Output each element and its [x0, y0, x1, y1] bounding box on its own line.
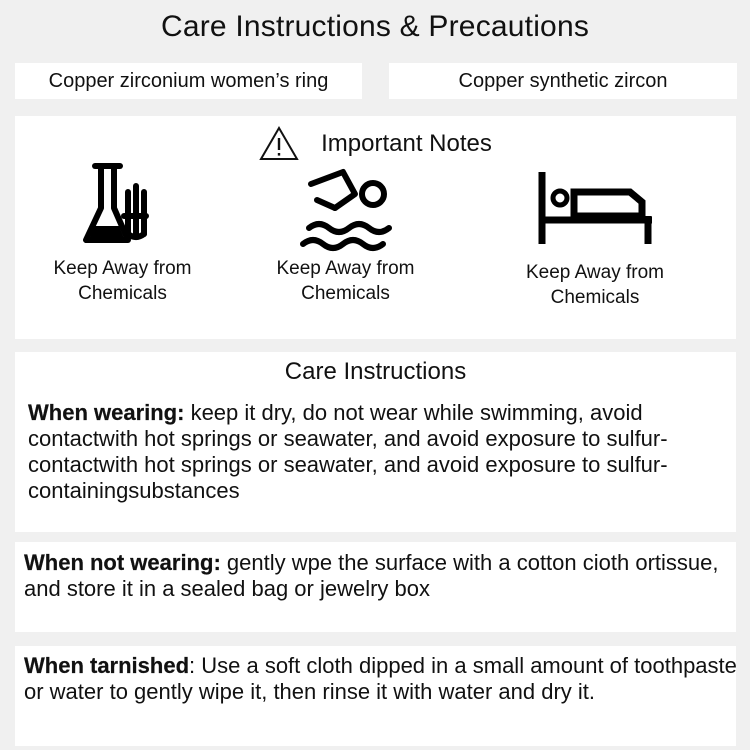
care-item-not-wearing-text: gently wpe the surface with a cotton cioth ortissue, and store it in a sealed bag or jewelry box: [24, 550, 719, 601]
note-item-chemicals: [35, 156, 210, 306]
product-label-right-text: Copper synthetic zircon: [458, 69, 668, 92]
product-label-left-text: Copper zirconium women’s ring: [48, 69, 329, 92]
note-item-swimming: [258, 156, 433, 306]
care-item-wearing-text: keep it dry, do not wear while swimming, avoid contactwith hot springs or seawater, and avoid exposure to sulfur-contactwith hot springs or seawater, and avoid exposure to sulfur-containingsubstances: [28, 400, 668, 503]
bed-icon: [530, 160, 660, 260]
note-item-swimming-line2: Chemicals: [301, 283, 390, 304]
important-notes-title: Important Notes: [321, 130, 492, 157]
note-item-bed: [495, 160, 695, 310]
important-notes-panel: [15, 116, 736, 339]
page-title: Care Instructions & Precautions: [160, 10, 590, 43]
note-item-chemicals-line2: Chemicals: [78, 283, 167, 304]
product-label-left: [15, 63, 362, 99]
product-label-right: [389, 63, 737, 99]
care-item-tarnished: [24, 653, 744, 705]
care-item-wearing: [28, 400, 728, 504]
care-item-wearing-lead: When wearing:: [28, 400, 185, 425]
care-item-tarnished-text: : Use a soft cloth dipped in a small amount of toothpaste or water to gently wipe it, then rinse it with water and dry it.: [24, 653, 737, 704]
note-item-swimming-line1: Keep Away from: [276, 258, 415, 279]
swimming-icon: [281, 156, 411, 256]
note-item-chemicals-line1: Keep Away from: [53, 258, 192, 279]
care-item-not-wearing-lead: When not wearing:: [24, 550, 221, 575]
note-item-bed-line2: Chemicals: [550, 287, 640, 308]
care-instructions-title: Care Instructions: [284, 358, 467, 385]
chemicals-flask-icon: [68, 156, 178, 256]
note-item-bed-line1: Keep Away from: [525, 262, 664, 283]
care-item-not-wearing: [24, 550, 744, 602]
care-item-tarnished-lead: When tarnished: [24, 653, 190, 678]
